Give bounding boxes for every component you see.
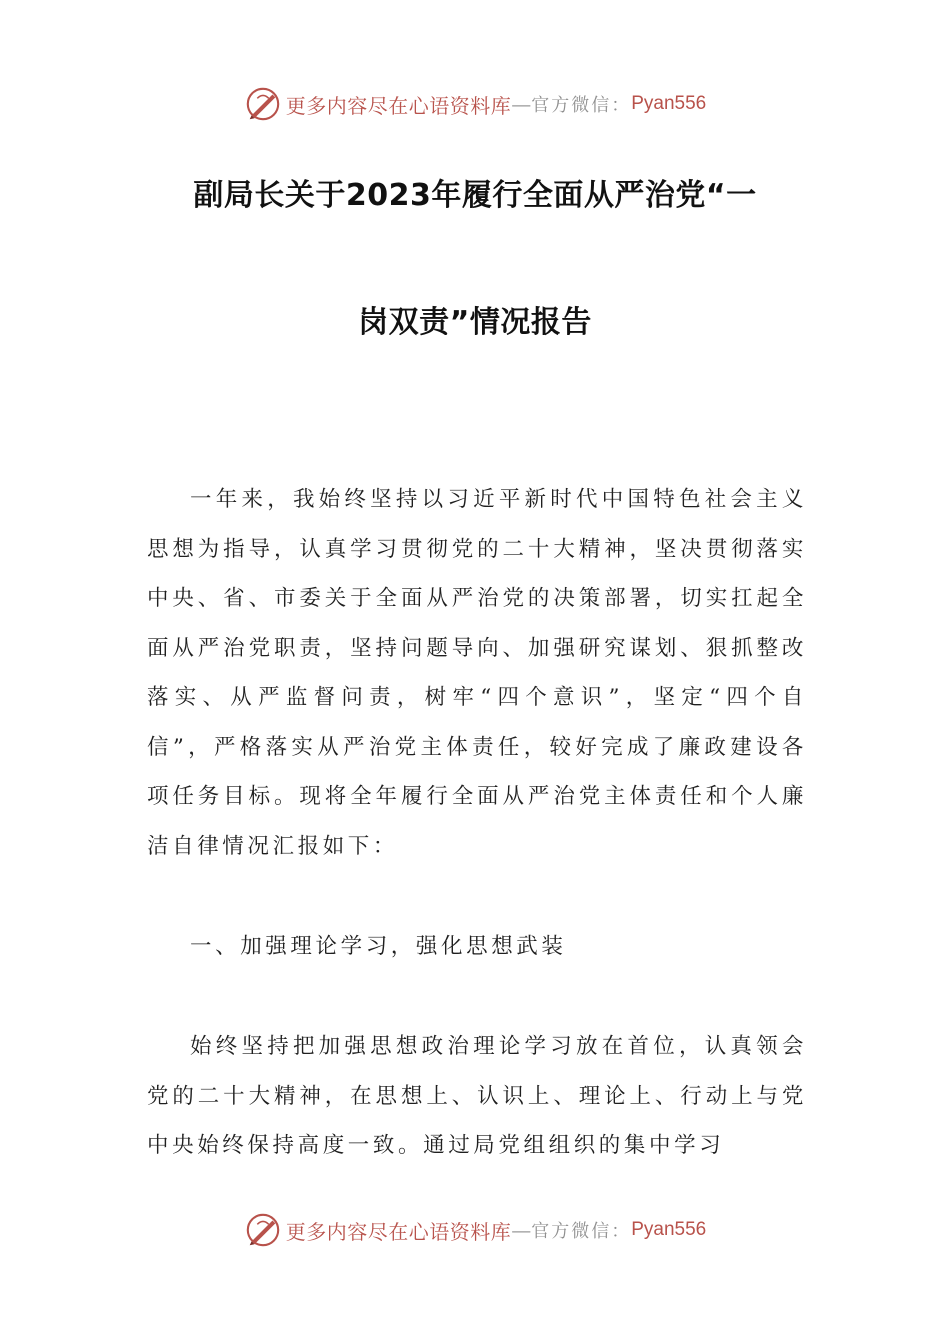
section-heading-1: 一、加强理论学习，强化思想武装 [190,934,567,959]
watermark-wechat-label: 官方微信： [531,95,632,116]
watermark-dash: — [511,1218,532,1242]
pen-logo-icon [244,85,282,123]
pen-logo-icon [244,1211,282,1249]
watermark-account: Pyan556 [631,93,707,114]
watermark-slogan: 更多内容尽在心语资料库 [285,1219,512,1244]
paragraph-section-1: 始终坚持把加强思想政治理论学习放在首位，认真领会党的二十大精神，在思想上、认识上、理论上、行动上与党中央始终保持高度一致。通过局党组组织的集中学习 [147,1034,807,1158]
watermark-account: Pyan556 [631,1219,707,1240]
watermark-dash: — [511,92,532,116]
watermark-wechat-label: 官方微信： [531,1221,632,1242]
watermark-header [0,84,950,124]
watermark-footer [0,1210,950,1250]
document-title-line-1: 副局长关于2023年履行全面从严治党“一 [193,178,757,213]
document-title-line-2: 岗双责”情况报告 [358,305,592,340]
paragraph-intro: 一年来，我始终坚持以习近平新时代中国特色社会主义思想为指导，认真学习贯彻党的二十大精神，坚决贯彻落实中央、省、市委关于全面从严治党的决策部署，切实扛起全面从严治党职责，坚持问题导向、加强研究谋划、狠抓整改落实、从严监督问责，树牢“四个意识”，坚定“四个自信”，严格落实从严治党主体责任，较好完成了廉政建设各项任务目标。现将全年履行全面从严治党主体责任和个人廉洁自律情况汇报如下： [147,487,807,859]
watermark-slogan: 更多内容尽在心语资料库 [285,93,512,118]
